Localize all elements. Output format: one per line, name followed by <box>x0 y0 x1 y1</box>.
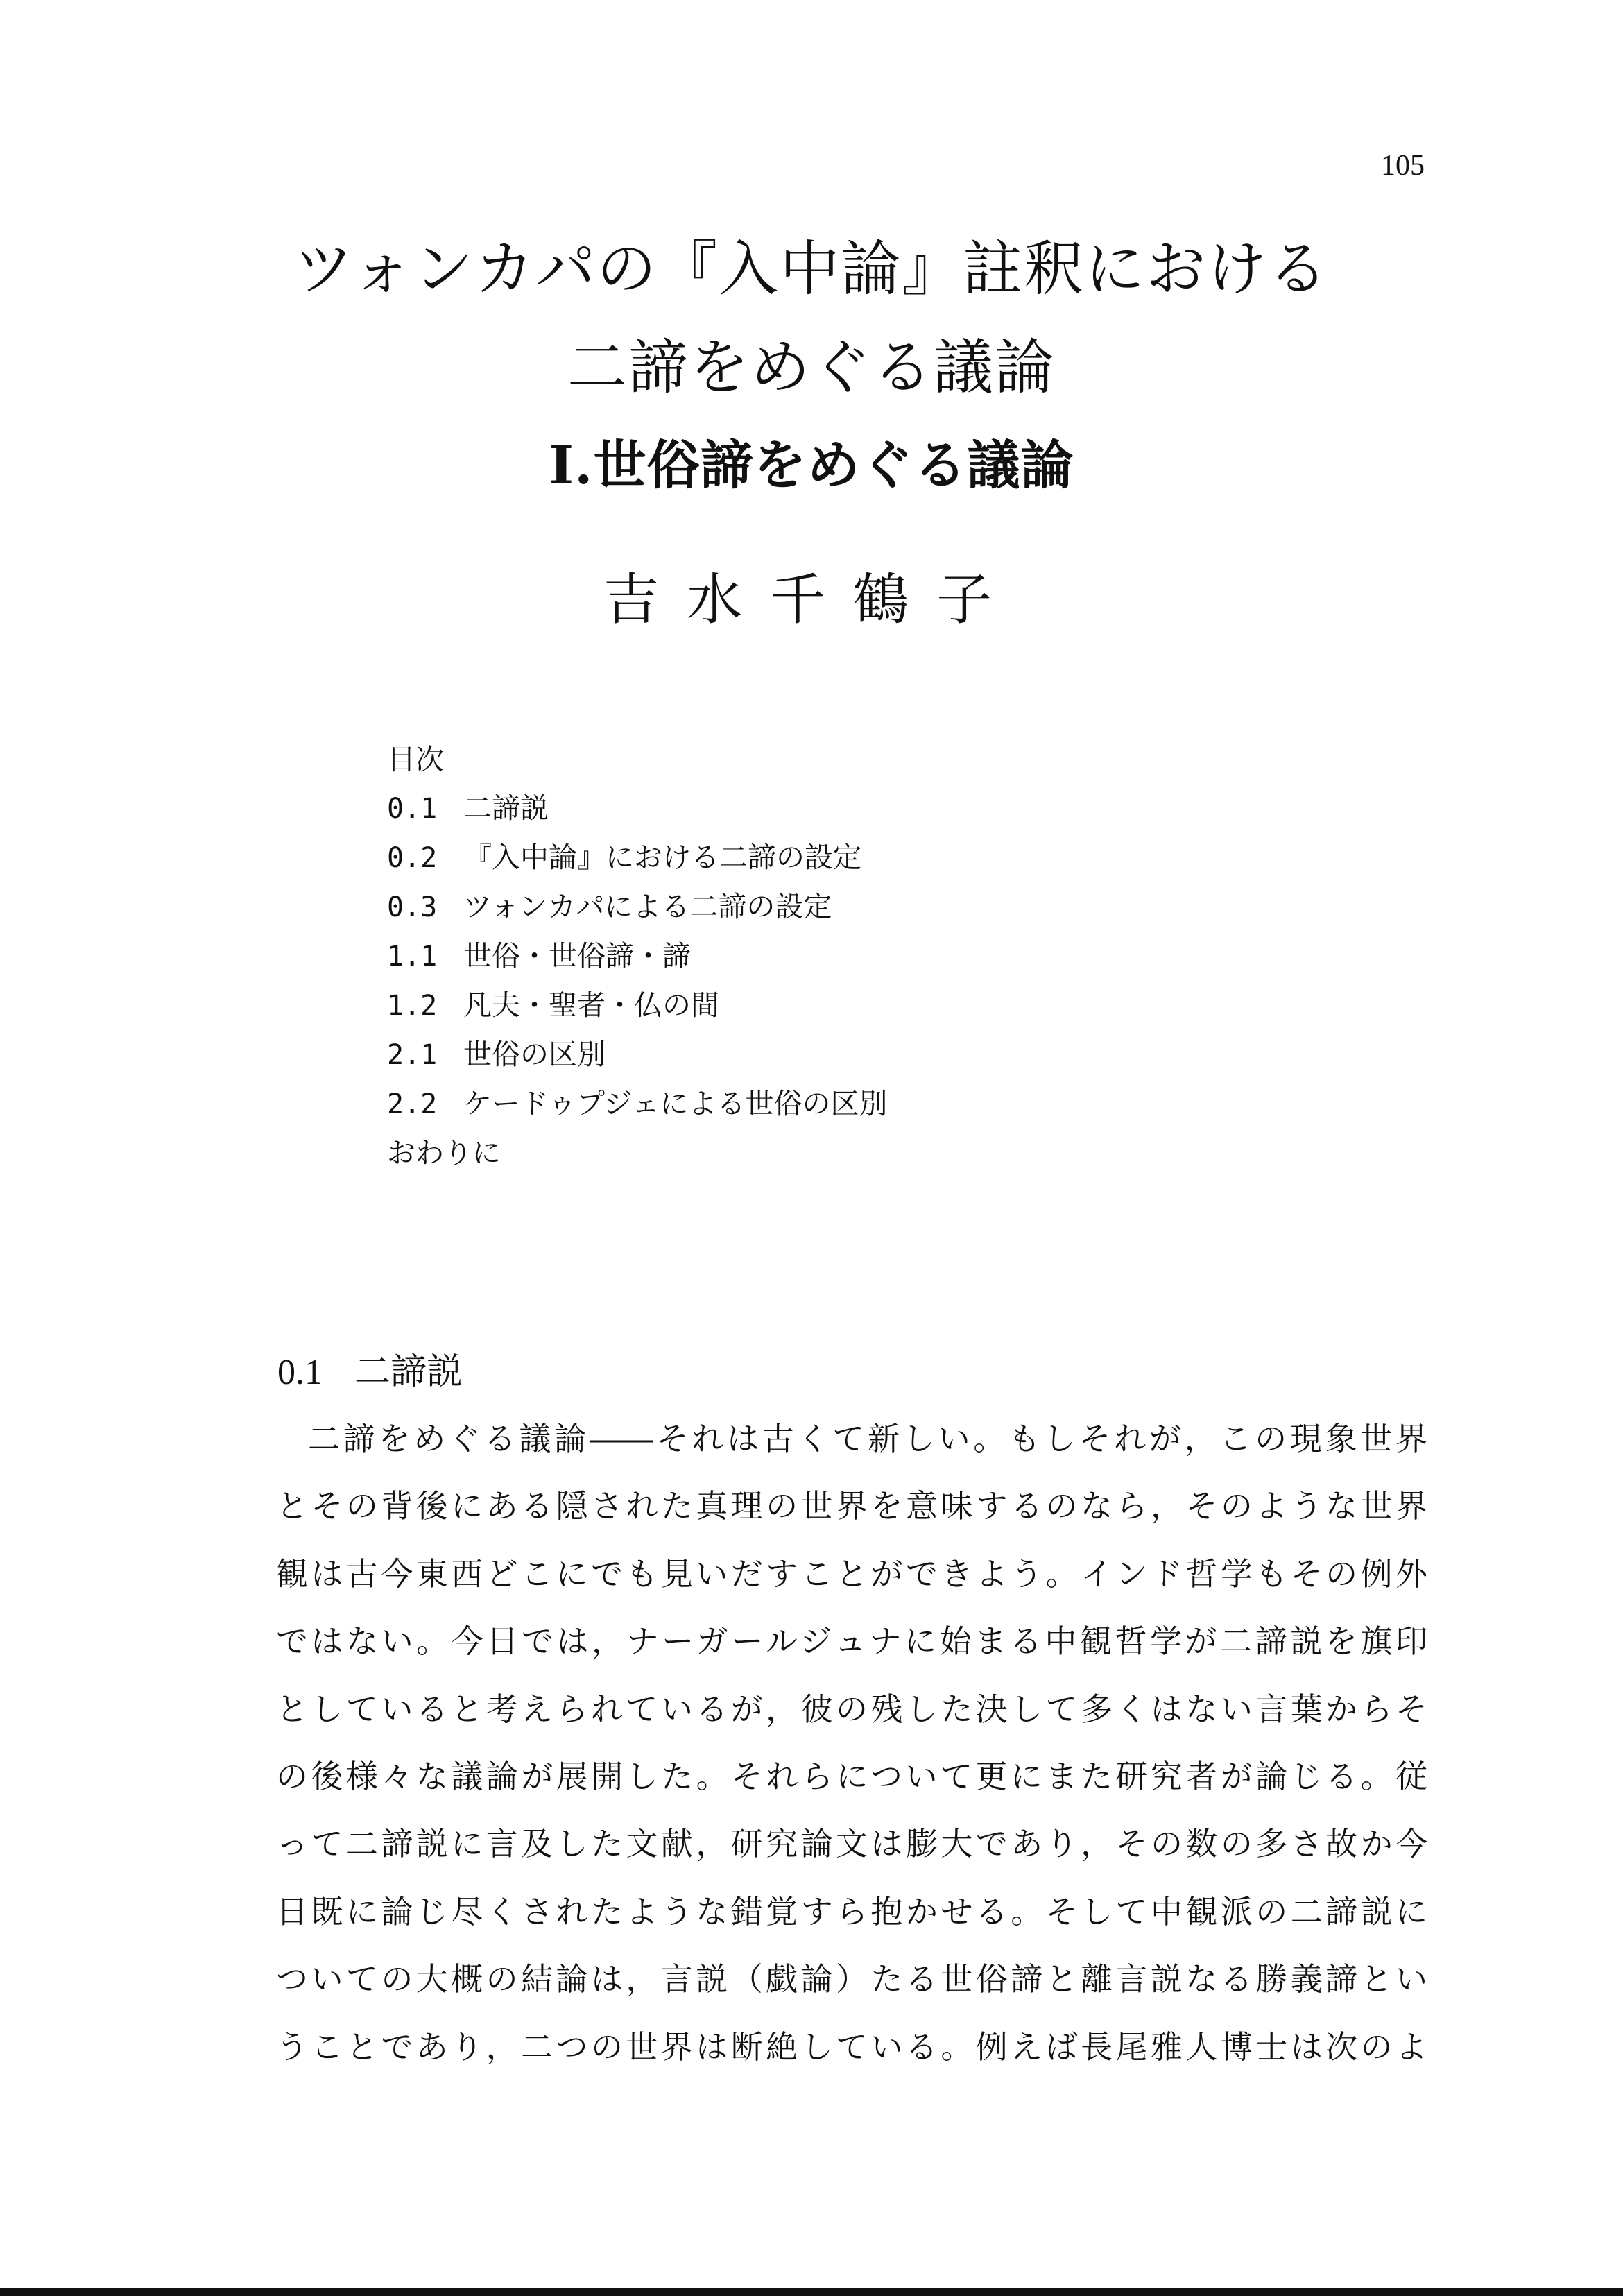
toc-item <box>387 981 888 1030</box>
section-number: 0.1 <box>277 1353 323 1392</box>
toc-item-number: 2.2 <box>387 1088 438 1120</box>
toc-item <box>387 833 888 882</box>
author-name: 吉水千鶴子 <box>603 567 1020 632</box>
body-line: とその背後にある隠された真理の世界を意味するのなら，そのような世界 <box>276 1487 1427 1525</box>
toc-item-label: 世俗の区別 <box>463 1038 606 1071</box>
toc-item-label: おわりに <box>387 1136 501 1170</box>
toc-item-number: 0.3 <box>387 891 438 923</box>
toc-item <box>387 784 888 833</box>
toc-item <box>387 882 888 932</box>
toc-item <box>387 1079 888 1129</box>
title-line-1: ツォンカパの『入中論』註釈における <box>293 234 1330 304</box>
body-paragraph <box>276 1410 1427 2085</box>
body-line: としていると考えられているが，彼の残した決して多くはない言葉からそ <box>276 1690 1427 1728</box>
toc-item-number: 1.2 <box>387 990 438 1022</box>
body-line: の後様々な議論が展開した。それらについて更にまた研究者が論じる。従 <box>276 1757 1427 1795</box>
subtitle: Ⅰ.世俗諦をめぐる議論 <box>549 434 1074 496</box>
section-title: 二諦説 <box>354 1351 463 1393</box>
bottom-rule <box>0 2288 1623 2296</box>
toc-item-label: 世俗・世俗諦・諦 <box>463 939 691 973</box>
body-line: ついての大概の結論は，言説（戯論）たる世俗諦と離言説なる勝義諦とい <box>276 1960 1427 1998</box>
table-of-contents <box>387 735 888 1178</box>
toc-item-number: 1.1 <box>387 941 438 973</box>
toc-item-label: 凡夫・聖者・仏の間 <box>463 988 719 1022</box>
body-line: 二諦をめぐる議論――それは古くて新しい。もしそれが，この現象世界 <box>308 1420 1428 1457</box>
toc-item <box>387 1129 888 1178</box>
section-heading <box>277 1342 463 1394</box>
body-line: 日既に論じ尽くされたような錯覚すら抱かせる。そして中観派の二諦説に <box>276 1892 1427 1930</box>
body-line: ではない。今日では，ナーガールジュナに始まる中観哲学が二諦説を旗印 <box>276 1622 1427 1661</box>
toc-item-label: ケードゥプジェによる世俗の区別 <box>463 1087 888 1120</box>
toc-item-number: 0.2 <box>387 842 438 874</box>
body-line: 観は古今東西どこにでも見いだすことができよう。インド哲学もその例外 <box>276 1554 1427 1593</box>
toc-item-label: ツォンカパによる二諦の設定 <box>463 890 832 923</box>
body-line: って二諦説に言及した文献，研究論文は膨大であり，その数の多さ故か今 <box>276 1825 1427 1863</box>
toc-item <box>387 1030 888 1079</box>
page-number: 105 <box>1381 150 1425 182</box>
toc-item <box>387 932 888 981</box>
toc-item-number: 0.1 <box>387 793 438 825</box>
body-line: うことであり，二つの世界は断絶している。例えば長尾雅人博士は次のよ <box>276 2028 1427 2066</box>
toc-item-number: 2.1 <box>387 1039 438 1071</box>
toc-item-label: 二諦説 <box>463 791 549 825</box>
toc-item-label: 『入中論』における二諦の設定 <box>463 841 861 874</box>
title-line-2: 二諦をめぐる議論 <box>567 333 1056 402</box>
toc-heading: 目次 <box>387 743 444 776</box>
